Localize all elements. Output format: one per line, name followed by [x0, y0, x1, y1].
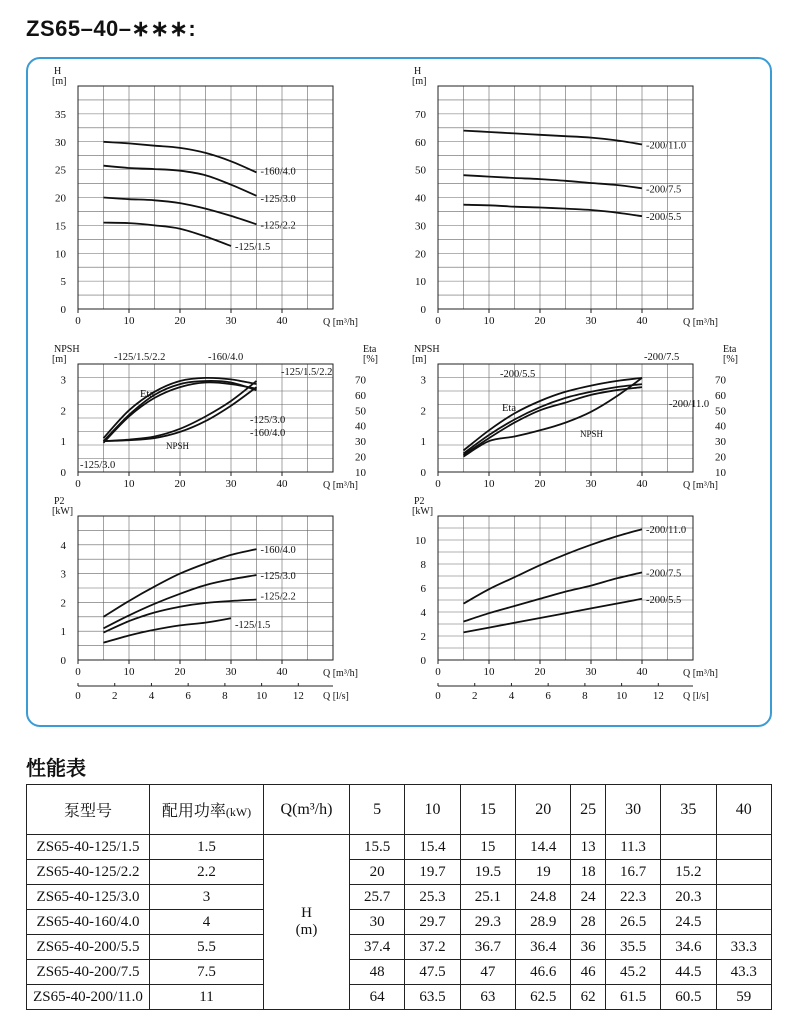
page-title: ZS65–40–∗∗∗:	[26, 16, 197, 41]
head-cell: 33.3	[716, 935, 771, 960]
power-cell: 4	[150, 910, 264, 935]
y-tick-label: 2	[420, 631, 426, 643]
head-cell: 47.5	[405, 960, 460, 985]
y2-tick-label: 10	[715, 467, 726, 479]
series-label: -200/11.0	[646, 525, 687, 537]
y-tick-label: 40	[415, 192, 426, 205]
x-axis-label: Q [m³/h]	[683, 317, 718, 328]
series-label: -200/7.5	[646, 568, 682, 580]
x-tick-label: 10	[123, 315, 135, 327]
head-cell: 20	[350, 860, 405, 885]
y-tick-label: 25	[55, 164, 66, 177]
series-label: -125/3.0	[260, 193, 296, 205]
x2-tick-label: 4	[508, 690, 515, 702]
power-column-unit: (kW)	[225, 805, 252, 819]
y-tick-label: 0	[420, 467, 426, 479]
head-cell: 37.2	[405, 935, 460, 960]
power-cell: 1.5	[150, 835, 264, 860]
head-cell: 35.5	[605, 935, 660, 960]
performance-table	[26, 784, 772, 1010]
series-label: -160/4.0	[208, 352, 244, 363]
table-header-row	[27, 785, 772, 835]
x-tick-label: 30	[585, 666, 597, 678]
x-tick-label: 30	[225, 315, 237, 327]
y-tick-label: 0	[60, 467, 66, 479]
power-cell: 3	[150, 885, 264, 910]
y2-tick-label: 40	[715, 420, 726, 433]
y2-tick-label: 50	[355, 405, 366, 418]
y2-tick-label: 20	[715, 451, 726, 464]
x2-axis-label: Q [l/s]	[683, 691, 709, 702]
series-label: -200/5.5	[646, 212, 682, 224]
y2-tick-label: 60	[715, 389, 726, 402]
x-tick-label: 0	[75, 478, 81, 490]
head-cell: 45.2	[605, 960, 660, 985]
x2-tick-label: 8	[582, 690, 588, 702]
x2-tick-label: 8	[222, 690, 228, 702]
head-cell: 18	[571, 860, 606, 885]
x-tick-label: 0	[435, 478, 441, 490]
head-cell: 13	[571, 835, 606, 860]
head-cell: 24.8	[516, 885, 571, 910]
series-label: -200/11.0	[669, 399, 710, 410]
y-tick-label: 60	[415, 136, 426, 149]
y-tick-label: 8	[420, 559, 426, 571]
series-line	[464, 378, 643, 451]
head-cell: 43.3	[716, 960, 771, 985]
head-cell: 15.2	[661, 860, 716, 885]
series-label: -200/5.5	[500, 369, 536, 380]
x-tick-label: 0	[435, 666, 441, 678]
model-cell: ZS65-40-125/3.0	[27, 885, 150, 910]
head-cell: 28.9	[516, 910, 571, 935]
y-tick-label: 0	[420, 655, 426, 667]
head-cell: 24.5	[661, 910, 716, 935]
x-tick-label: 30	[585, 478, 597, 490]
x-tick-label: 40	[276, 666, 288, 678]
series-label: -125/1.5	[235, 242, 271, 254]
table-title: 性能表	[26, 758, 86, 780]
x-tick-label: 10	[483, 666, 495, 678]
y-axis-label: P2	[414, 496, 425, 507]
x-tick-label: 0	[435, 315, 441, 327]
head-cell: 34.6	[661, 935, 716, 960]
x-tick-label: 40	[636, 666, 648, 678]
x-tick-label: 0	[75, 666, 81, 678]
y-tick-label: 10	[415, 276, 426, 289]
x2-tick-label: 2	[111, 690, 118, 702]
y-tick-label: 0	[60, 304, 66, 316]
y-axis-label: NPSH	[54, 344, 80, 355]
head-cell	[716, 910, 771, 935]
y-tick-label: 0	[60, 655, 66, 667]
head-cell: 29.3	[460, 910, 515, 935]
head-cell: 36.4	[516, 935, 571, 960]
head-cell: 26.5	[605, 910, 660, 935]
y-tick-label: 30	[55, 136, 66, 149]
head-cell: 19	[516, 860, 571, 885]
head-cell: 11.3	[605, 835, 660, 860]
y-tick-label: 1	[60, 626, 66, 639]
flow-value-header: 25	[571, 785, 606, 835]
y-tick-label: 3	[60, 374, 66, 387]
head-cell: 60.5	[661, 985, 716, 1010]
y-axis-label: P2	[54, 496, 65, 507]
head-cell: 64	[350, 985, 405, 1010]
head-cell	[716, 835, 771, 860]
y-tick-label: 1	[60, 436, 66, 449]
y-tick-label: 6	[420, 583, 426, 595]
series-line	[464, 599, 643, 633]
x-tick-label: 10	[123, 666, 135, 678]
table-row	[27, 910, 772, 935]
npsh-label: NPSH	[580, 429, 604, 439]
head-cell: 24	[571, 885, 606, 910]
head-cell: 20.3	[661, 885, 716, 910]
y-tick-label: 0	[420, 304, 426, 316]
series-line	[464, 131, 643, 145]
series-line	[464, 175, 643, 188]
x2-tick-label: 4	[148, 690, 155, 702]
eta-label: Eta	[140, 389, 154, 400]
flow-column-header: Q(m³/h)	[264, 785, 350, 835]
power-cell: 2.2	[150, 860, 264, 885]
y-axis-unit: [m]	[412, 354, 427, 365]
y2-tick-label: 60	[355, 389, 366, 402]
y-tick-label: 20	[415, 248, 426, 261]
y2-axis-label: Eta	[723, 344, 737, 355]
table-row	[27, 935, 772, 960]
head-label-cell	[264, 835, 350, 1010]
head-cell: 30	[350, 910, 405, 935]
head-cell: 15.4	[405, 835, 460, 860]
y-axis-unit: [kW]	[52, 506, 74, 517]
series-label: -200/7.5	[644, 352, 680, 363]
head-cell: 62	[571, 985, 606, 1010]
head-cell: 14.4	[516, 835, 571, 860]
series-line	[104, 223, 232, 246]
y-tick-label: 10	[55, 248, 66, 261]
series-label: -125/2.2	[260, 220, 296, 232]
y-tick-label: 50	[415, 164, 426, 177]
flow-value-header: 15	[460, 785, 515, 835]
head-cell: 46.6	[516, 960, 571, 985]
series-label: -200/11.0	[646, 140, 687, 152]
x-tick-label: 20	[534, 666, 546, 678]
y-tick-label: 70	[415, 108, 426, 121]
x2-tick-label: 0	[75, 690, 81, 702]
flow-value-header: 5	[350, 785, 405, 835]
power-cell: 5.5	[150, 935, 264, 960]
head-cell: 29.7	[405, 910, 460, 935]
x-tick-label: 20	[174, 315, 186, 327]
series-line	[464, 529, 643, 603]
x-tick-label: 40	[636, 315, 648, 327]
series-label: -160/4.0	[260, 166, 296, 178]
head-label: H	[301, 905, 312, 921]
head-cell	[661, 835, 716, 860]
y2-tick-label: 50	[715, 405, 726, 418]
x-tick-label: 20	[534, 478, 546, 490]
head-cell: 15	[460, 835, 515, 860]
series-label: -125/3.0	[260, 571, 296, 583]
y2-tick-label: 10	[355, 467, 366, 479]
y2-axis-unit: [%]	[723, 354, 738, 365]
x2-tick-label: 6	[545, 690, 551, 702]
x-axis-label: Q [m³/h]	[323, 480, 358, 491]
x-tick-label: 20	[174, 666, 186, 678]
y-axis-label: H	[414, 66, 422, 77]
y-tick-label: 1	[420, 436, 426, 449]
table-row	[27, 835, 772, 860]
table-row	[27, 860, 772, 885]
y-axis-label: NPSH	[414, 344, 440, 355]
y2-axis-unit: [%]	[363, 354, 378, 365]
y-tick-label: 30	[415, 220, 426, 233]
head-cell: 16.7	[605, 860, 660, 885]
power-column-header	[150, 785, 264, 835]
x-tick-label: 40	[276, 315, 288, 327]
head-cell: 37.4	[350, 935, 405, 960]
y-axis-unit: [m]	[412, 76, 427, 87]
eta-label: Eta	[502, 403, 516, 414]
series-label: -125/1.5/2.2	[114, 352, 166, 363]
model-cell: ZS65-40-125/1.5	[27, 835, 150, 860]
model-cell: ZS65-40-160/4.0	[27, 910, 150, 935]
y-tick-label: 2	[60, 597, 66, 610]
y-tick-label: 20	[55, 192, 66, 205]
y2-tick-label: 30	[355, 436, 366, 449]
model-column-header: 泵型号	[27, 785, 150, 835]
y-tick-label: 3	[60, 568, 66, 581]
x-tick-label: 10	[483, 478, 495, 490]
head-cell: 59	[716, 985, 771, 1010]
x2-tick-label: 2	[471, 690, 478, 702]
x-tick-label: 40	[636, 478, 648, 490]
y-tick-label: 15	[55, 220, 66, 233]
x-tick-label: 40	[276, 478, 288, 490]
flow-value-header: 10	[405, 785, 460, 835]
flow-value-header: 35	[661, 785, 716, 835]
head-cell: 19.7	[405, 860, 460, 885]
y-tick-label: 3	[420, 374, 426, 387]
x2-tick-label: 0	[435, 690, 441, 702]
x-tick-label: 10	[483, 315, 495, 327]
y-axis-unit: [kW]	[412, 506, 434, 517]
x2-tick-label: 12	[292, 690, 304, 702]
head-cell: 36.7	[460, 935, 515, 960]
x-tick-label: 30	[225, 666, 237, 678]
head-cell: 19.5	[460, 860, 515, 885]
series-label: -125/2.2	[260, 591, 296, 603]
head-cell: 25.3	[405, 885, 460, 910]
model-cell: ZS65-40-200/7.5	[27, 960, 150, 985]
power-cell: 11	[150, 985, 264, 1010]
y-tick-label: 2	[420, 405, 426, 418]
x2-axis-label: Q [l/s]	[323, 691, 349, 702]
head-cell: 63	[460, 985, 515, 1010]
x-axis-label: Q [m³/h]	[323, 668, 358, 679]
series-label: -125/3.0	[80, 460, 116, 471]
head-cell	[716, 860, 771, 885]
x-axis-label: Q [m³/h]	[683, 668, 718, 679]
y2-tick-label: 30	[715, 436, 726, 449]
npsh-label: NPSH	[166, 441, 190, 451]
x-tick-label: 20	[534, 315, 546, 327]
series-line	[464, 205, 643, 217]
head-cell: 36	[571, 935, 606, 960]
series-label: -200/7.5	[646, 184, 682, 196]
y2-tick-label: 40	[355, 420, 366, 433]
y-tick-label: 4	[60, 539, 66, 552]
x-axis-label: Q [m³/h]	[683, 480, 718, 491]
x-tick-label: 0	[75, 315, 81, 327]
x-tick-label: 10	[123, 478, 135, 490]
model-cell: ZS65-40-200/11.0	[27, 985, 150, 1010]
x-tick-label: 30	[585, 315, 597, 327]
y2-tick-label: 20	[355, 451, 366, 464]
series-label: -160/4.0	[260, 545, 296, 557]
x-tick-label: 20	[174, 478, 186, 490]
x-axis-label: Q [m³/h]	[323, 317, 358, 328]
model-cell: ZS65-40-125/2.2	[27, 860, 150, 885]
power-column-label: 配用功率	[161, 803, 226, 820]
y-tick-label: 2	[60, 405, 66, 418]
model-cell: ZS65-40-200/5.5	[27, 935, 150, 960]
head-cell: 47	[460, 960, 515, 985]
x2-tick-label: 10	[616, 690, 628, 702]
head-cell: 44.5	[661, 960, 716, 985]
y-tick-label: 5	[60, 276, 66, 289]
flow-value-header: 20	[516, 785, 571, 835]
y-axis-unit: [m]	[52, 354, 67, 365]
head-cell: 15.5	[350, 835, 405, 860]
series-label: -125/3.0	[250, 415, 286, 426]
y2-tick-label: 70	[355, 374, 366, 387]
x-tick-label: 30	[225, 478, 237, 490]
series-label: -125/1.5/2.2	[281, 367, 333, 378]
head-cell: 63.5	[405, 985, 460, 1010]
head-cell: 22.3	[605, 885, 660, 910]
power-cell: 7.5	[150, 960, 264, 985]
head-cell: 25.1	[460, 885, 515, 910]
head-cell: 48	[350, 960, 405, 985]
head-cell: 28	[571, 910, 606, 935]
y-tick-label: 4	[420, 607, 426, 619]
y2-axis-label: Eta	[363, 344, 377, 355]
series-line	[464, 384, 643, 453]
table-row	[27, 885, 772, 910]
y-tick-label: 10	[415, 535, 426, 547]
x2-tick-label: 12	[652, 690, 664, 702]
y2-tick-label: 70	[715, 374, 726, 387]
head-cell	[716, 885, 771, 910]
y-axis-label: H	[54, 66, 62, 77]
head-unit: (m)	[295, 922, 318, 938]
series-line	[464, 572, 643, 621]
series-label: -160/4.0	[250, 428, 286, 439]
flow-value-header: 30	[605, 785, 660, 835]
series-label: -200/5.5	[646, 594, 682, 606]
head-cell: 61.5	[605, 985, 660, 1010]
x2-tick-label: 10	[256, 690, 268, 702]
head-cell: 25.7	[350, 885, 405, 910]
y-axis-unit: [m]	[52, 76, 67, 87]
head-cell: 62.5	[516, 985, 571, 1010]
series-line	[104, 618, 232, 643]
table-row	[27, 985, 772, 1010]
table-row	[27, 960, 772, 985]
x2-tick-label: 6	[185, 690, 191, 702]
y-tick-label: 35	[55, 108, 66, 121]
head-cell: 46	[571, 960, 606, 985]
flow-value-header: 40	[716, 785, 771, 835]
series-label: -125/1.5	[235, 620, 271, 632]
